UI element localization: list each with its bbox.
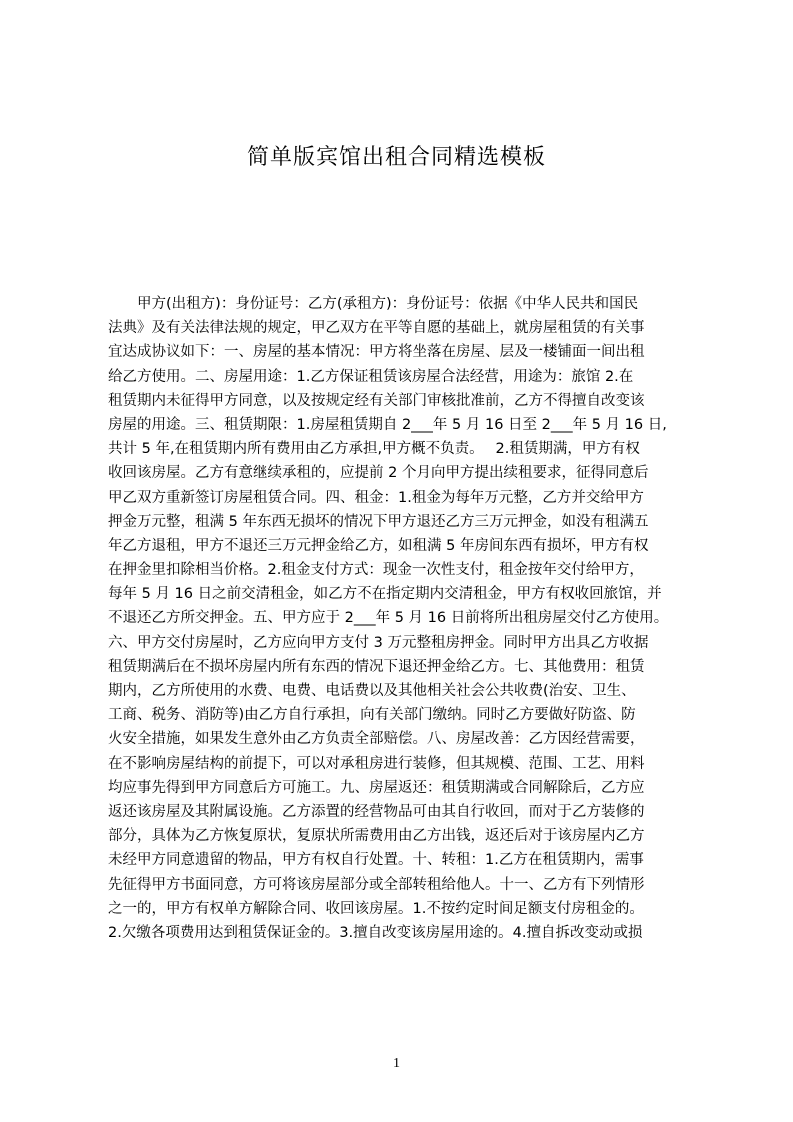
- body-line: 部分，具体为乙方恢复原状，复原状所需费用由乙方出钱，返还后对于该房屋内乙方: [108, 828, 645, 845]
- body-line: 不退还乙方所交押金。五、甲方应于 2___年 5 月 16 日前将所出租房屋交付乙方使用。: [108, 610, 669, 627]
- body-line: 房屋的用途。三、租赁期限：1.房屋租赁期自 2___年 5 月 16 日至 2___年 5 月 16 日,: [108, 416, 667, 433]
- body-line: 宜达成协议如下：一、房屋的基本情况：甲方将坐落在房屋、层及一楼铺面一间出租: [108, 344, 645, 361]
- body-line: 在不影响房屋结构的前提下，可以对承租房进行装修，但其规模、范围、工艺、用料: [108, 755, 645, 772]
- body-line: 年乙方退租，甲方不退还三万元押金给乙方，如租满 5 年房间东西有损坏，甲方有权: [108, 537, 649, 554]
- body-line: 返还该房屋及其附属设施。乙方添置的经营物品可由其自行收回，而对于乙方装修的: [108, 803, 645, 820]
- body-line: 先征得甲方书面同意，方可将该房屋部分或全部转租给他人。十一、乙方有下列情形: [108, 876, 645, 893]
- body-line: 在押金里扣除相当价格。2.租金支付方式：现金一次性支付，租金按年交付给甲方，: [108, 562, 644, 579]
- body-line: 押金万元整，租满 5 年东西无损坏的情况下甲方退还乙方三万元押金，如没有租满五: [108, 513, 649, 530]
- body-line: 法典》及有关法律法规的规定，甲乙双方在平等自愿的基础上，就房屋租赁的有关事: [108, 320, 645, 337]
- body-line: 工商、税务、消防等)由乙方自行承担，向有关部门缴纳。同时乙方要做好防盗、防: [108, 707, 636, 724]
- body-line: 均应事先得到甲方同意后方可施工。九、房屋返还：租赁期满或合同解除后，乙方应: [108, 779, 645, 796]
- body-line: 租赁期内未征得甲方同意，以及按规定经有关部门审核批准前，乙方不得擅自改变该: [108, 392, 645, 409]
- body-line: 未经甲方同意遗留的物品，甲方有权自行处置。十、转租：1.乙方在租赁期内，需事: [108, 852, 644, 869]
- body-line: 给乙方使用。二、房屋用途：1.乙方保证租赁该房屋合法经营，用途为：旅馆 2.在: [108, 368, 634, 385]
- contract-body: [108, 292, 703, 945]
- page-number: 1: [393, 1056, 400, 1071]
- body-line: 甲方(出租方)：身份证号：乙方(承租方)：身份证号：依据《中华人民共和国民: [108, 296, 639, 312]
- body-line: 火安全措施，如果发生意外由乙方负责全部赔偿。八、房屋改善：乙方因经营需要，: [108, 731, 645, 748]
- body-line: 期内，乙方所使用的水费、电费、电话费以及其他相关社会公共收费(治安、卫生、: [108, 683, 636, 699]
- body-line: 每年 5 月 16 日之前交清租金，如乙方不在指定期内交清租金，甲方有权收回旅馆，并: [108, 586, 662, 603]
- body-line: 收回该房屋。乙方有意继续承租的，应提前 2 个月向甲方提出续租要求，征得同意后: [108, 465, 649, 482]
- body-line: 甲乙双方重新签订房屋租赁合同。四、租金：1.租金为每年万元整，乙方并交给甲方: [108, 489, 644, 506]
- body-line: 六、甲方交付房屋时，乙方应向甲方支付 3 万元整租房押金。同时甲方出具乙方收据: [108, 634, 649, 651]
- body-line: 共计 5 年,在租赁期内所有费用由乙方承担,甲方概不负责。 2.租赁期满，甲方有权: [108, 441, 640, 458]
- body-line: 2.欠缴各项费用达到租赁保证金的。3.擅自改变该房屋用途的。4.擅自拆改变动或损: [108, 924, 643, 941]
- document-title: 简单版宾馆出租合同精选模板: [246, 145, 546, 170]
- body-line: 租赁期满后在不损坏房屋内所有东西的情况下退还押金给乙方。七、其他费用：租赁: [108, 658, 645, 675]
- body-line: 之一的，甲方有权单方解除合同、收回该房屋。1.不按约定时间足额支付房租金的。: [108, 900, 644, 917]
